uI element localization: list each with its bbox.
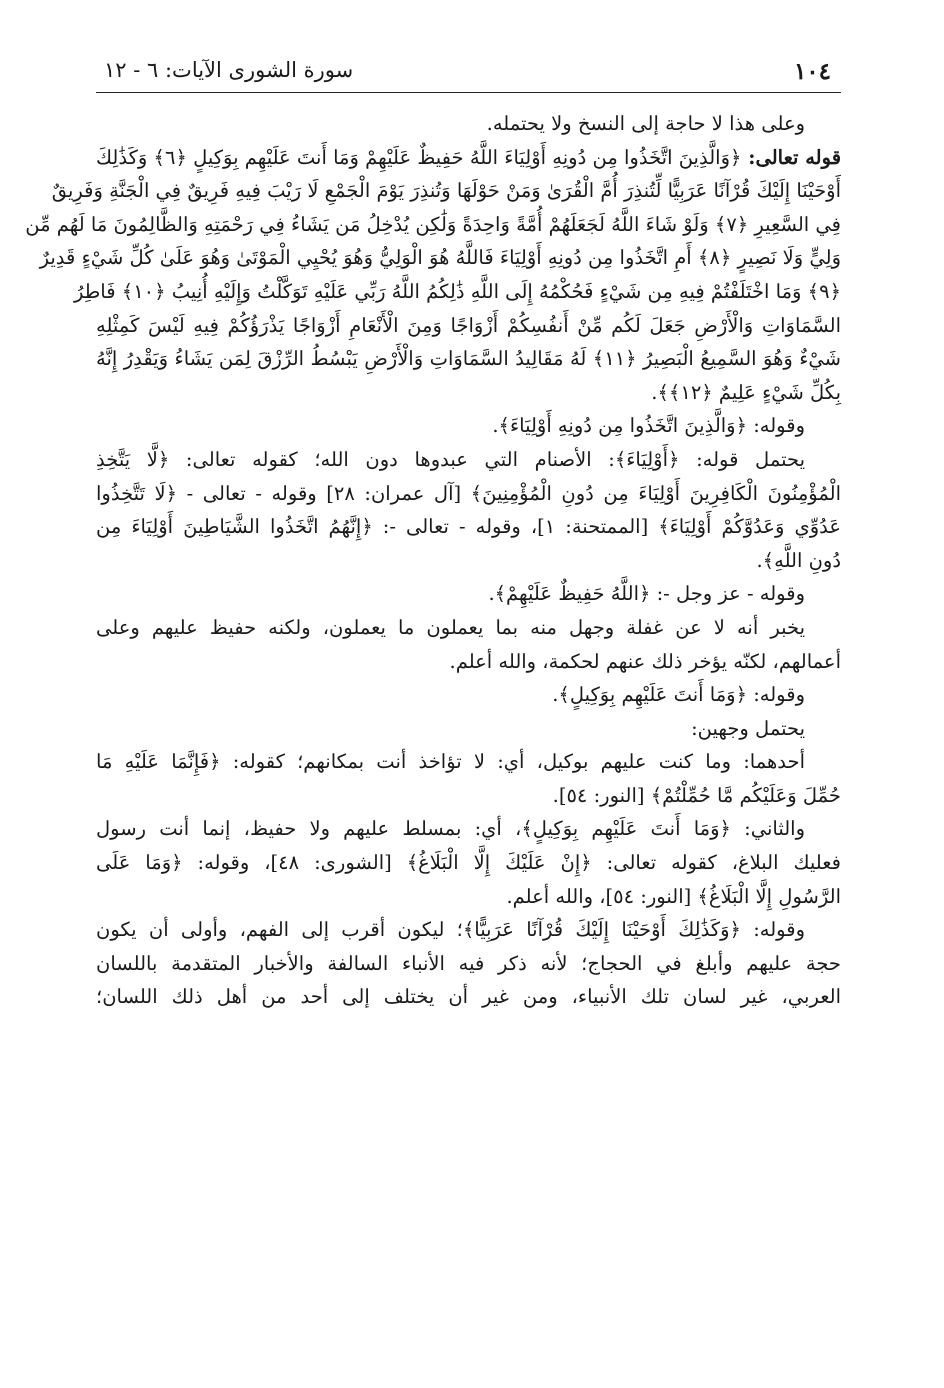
text-line bbox=[74, 275, 841, 309]
line-text: العربي، غير لسان تلك الأنبياء، ومن غير أن يختلف إلى أحد من أهل ذلك اللسان؛ bbox=[96, 985, 841, 1009]
line-text: وقوله: ﴿وَمَا أَنتَ عَلَيْهِم بِوَكِيلٍ﴾. bbox=[552, 683, 805, 707]
text-line bbox=[96, 880, 841, 914]
line-text: حجة عليهم وأبلغ في الحجاج؛ لأنه ذكر فيه الأنباء السالفة والأخبار المتقدمة باللسان bbox=[96, 951, 841, 975]
line-text: يحتمل قوله: ﴿أَوْلِيَاءَ﴾: الأصنام التي عبدوها دون الله؛ كقوله تعالى: ﴿لَّا يَتَّخِذِ bbox=[96, 447, 805, 471]
line-text: وقوله: ﴿وَالَّذِينَ اتَّخَذُوا مِن دُونِهِ أَوْلِيَاءَ﴾. bbox=[492, 414, 805, 438]
line-text: شَيْءٌ وَهُوَ السَّمِيعُ الْبَصِيرُ ﴿١١﴾ لَهُ مَقَالِيدُ السَّمَاوَاتِ وَالْأَرْضِ يَبْسُطُ الرِّزْقَ لِمَن يَشَاءُ وَيَقْدِرُ إِنَّهُ bbox=[96, 347, 841, 371]
text-line bbox=[96, 812, 841, 846]
line-text: دُونِ اللَّهِ﴾. bbox=[756, 548, 841, 572]
text-line bbox=[96, 342, 841, 376]
line-text: وَلِيٍّ وَلَا نَصِيرٍ ﴿٨﴾ أَمِ اتَّخَذُوا مِن دُونِهِ أَوْلِيَاءَ فَاللَّهُ هُوَ الْوَلِيُّ وَهُوَ يُحْيِي الْمَوْتَىٰ وَهُوَ عَلَىٰ كُلِّ شَيْءٍ قَدِيرٌ bbox=[39, 246, 841, 270]
text-line bbox=[96, 980, 841, 1014]
text-line bbox=[96, 544, 841, 578]
line-text: والثاني: ﴿وَمَا أَنتَ عَلَيْهِم بِوَكِيلٍ﴾، أي: بمسلط عليهم ولا حفيظ، إنما أنت رسول bbox=[96, 817, 805, 841]
text-line bbox=[96, 577, 841, 611]
page-body bbox=[25, 107, 842, 1014]
line-text: عَدُوِّي وَعَدُوَّكُمْ أَوْلِيَاءَ﴾ [الممتحنة: ١]، وقوله - تعالى -: ﴿إِنَّهُمُ اتَّخَذُوا الشَّيَاطِينَ أَوْلِيَاءَ مِن bbox=[96, 515, 841, 539]
lead-label: قوله تعالى: bbox=[741, 145, 842, 169]
line-text: فعليك البلاغ، كقوله تعالى: ﴿إِنْ عَلَيْكَ إِلَّا الْبَلَاغُ﴾ [الشورى: ٤٨]، وقوله: ﴿وَمَا عَلَى bbox=[96, 851, 841, 875]
line-text: يخبر أنه لا عن غفلة وجهل منه بما يعملون ما يعملون، ولكنه حفيظ عليهم وعلى bbox=[96, 615, 805, 639]
line-text: وعلى هذا لا حاجة إلى النسخ ولا يحتمله. bbox=[486, 112, 805, 135]
text-line bbox=[96, 846, 841, 880]
line-text: أَوْحَيْنَا إِلَيْكَ قُرْآنًا عَرَبِيًّا لِّتُنذِرَ أُمَّ الْقُرَىٰ وَمَنْ حَوْلَهَا وَتُنذِرَ يَوْمَ الْجَمْعِ لَا رَيْبَ فِيهِ فَرِيقٌ فِي الْجَنَّةِ وَفَرِيقٌ bbox=[51, 179, 841, 203]
text-line bbox=[51, 174, 841, 208]
page-header bbox=[96, 52, 841, 93]
line-text: الرَّسُولِ إِلَّا الْبَلَاغُ﴾ [النور: ٥٤]، والله أعلم. bbox=[506, 884, 841, 908]
text-line bbox=[96, 477, 841, 511]
text-line bbox=[96, 107, 841, 141]
line-text: أعمالهم، لكنّه يؤخر ذلك عنهم لحكمة، والله أعلم. bbox=[449, 649, 841, 673]
text-line bbox=[96, 947, 841, 981]
text-line bbox=[96, 645, 841, 679]
line-text: ﴿وَالَّذِينَ اتَّخَذُوا مِن دُونِهِ أَوْلِيَاءَ اللَّهُ حَفِيظٌ عَلَيْهِمْ وَمَا أَنتَ عَلَيْهِم بِوَكِيلٍ ﴿٦﴾ وَكَذَٰلِكَ bbox=[96, 145, 742, 169]
line-text: السَّمَاوَاتِ وَالْأَرْضِ جَعَلَ لَكُم مِّنْ أَنفُسِكُمْ أَزْوَاجًا وَمِنَ الْأَنْعَامِ أَزْوَاجًا يَذْرَؤُكُمْ فِيهِ لَيْسَ كَمِثْلِهِ bbox=[96, 313, 841, 337]
text-line bbox=[96, 745, 841, 779]
text-line bbox=[96, 141, 841, 175]
text-line bbox=[96, 510, 841, 544]
text-line bbox=[96, 309, 841, 343]
line-text: يحتمل وجهين: bbox=[691, 716, 805, 740]
running-head: سورة الشورى الآيات: ٦ - ١٢ bbox=[104, 58, 354, 82]
line-text: الْمُؤْمِنُونَ الْكَافِرِينَ أَوْلِيَاءَ مِن دُونِ الْمُؤْمِنِينَ﴾ [آل عمران: ٢٨] وقوله - تعالى - ﴿لَا تَتَّخِذُوا bbox=[96, 481, 842, 505]
text-line bbox=[96, 611, 841, 645]
line-text: حُمِّلَ وَعَلَيْكُم مَّا حُمِّلْتُمْ﴾ [النور: ٥٤]. bbox=[552, 783, 841, 807]
text-line bbox=[96, 779, 841, 813]
text-line bbox=[96, 443, 841, 477]
line-text: بِكُلِّ شَيْءٍ عَلِيمٌ ﴿١٢﴾﴾. bbox=[651, 380, 841, 404]
text-line bbox=[96, 712, 841, 746]
text-line bbox=[96, 376, 841, 410]
line-text: وقوله - عز وجل -: ﴿اللَّهُ حَفِيظٌ عَلَيْهِمْ﴾. bbox=[488, 582, 805, 606]
line-text: أحدهما: وما كنت عليهم بوكيل، أي: لا تؤاخذ أنت بمكانهم؛ كقوله: ﴿فَإِنَّمَا عَلَيْهِ مَا bbox=[96, 750, 805, 774]
line-text: وقوله: ﴿وَكَذَٰلِكَ أَوْحَيْنَا إِلَيْكَ قُرْآنًا عَرَبِيًّا﴾؛ ليكون أقرب إلى الفهم، وأولى أن يكون bbox=[96, 918, 805, 942]
text-line bbox=[96, 678, 841, 712]
text-line bbox=[96, 913, 841, 947]
line-text: فِي السَّعِيرِ ﴿٧﴾ وَلَوْ شَاءَ اللَّهُ لَجَعَلَهُمْ أُمَّةً وَاحِدَةً وَلَٰكِن يُدْخِلُ مَن يَشَاءُ فِي رَحْمَتِهِ وَالظَّالِمُونَ مَا لَهُم مِّن bbox=[25, 212, 841, 236]
line-text: ﴿٩﴾ وَمَا اخْتَلَفْتُمْ فِيهِ مِن شَيْءٍ فَحُكْمُهُ إِلَى اللَّهِ ذَٰلِكُمُ اللَّهُ رَبِّي عَلَيْهِ تَوَكَّلْتُ وَإِلَيْهِ أُنِيبُ ﴿١٠﴾ فَاطِرُ bbox=[74, 279, 841, 303]
text-line bbox=[39, 241, 841, 275]
page-number: ١٠٤ bbox=[793, 58, 831, 85]
book-page bbox=[25, 52, 842, 1014]
text-line bbox=[25, 208, 841, 242]
text-line bbox=[96, 409, 841, 443]
